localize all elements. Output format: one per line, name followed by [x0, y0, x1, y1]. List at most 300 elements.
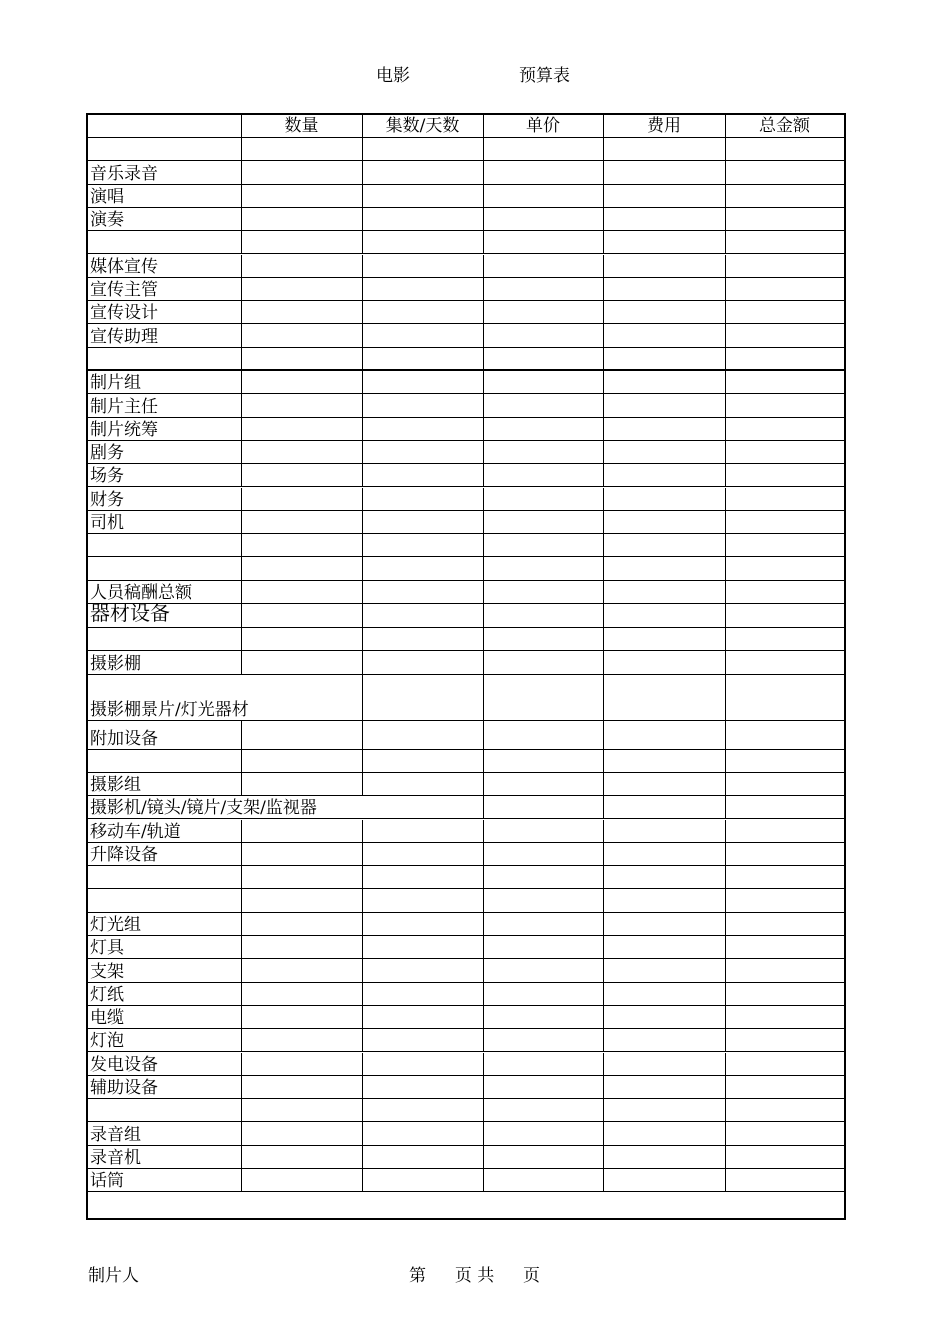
page-gong: 共: [477, 1266, 495, 1286]
column-divider: [603, 604, 604, 628]
row-label: 宣传主管: [90, 280, 158, 301]
row-label: 摄影组: [90, 775, 141, 796]
row-label: 录音组: [90, 1124, 141, 1145]
column-divider: [483, 464, 484, 487]
column-divider: [362, 371, 363, 394]
table-row: [88, 889, 844, 912]
table-row: [88, 820, 844, 843]
page-title-film: 电影: [376, 66, 410, 86]
column-divider: [483, 371, 484, 394]
column-divider: [362, 208, 363, 231]
table-row: [88, 185, 844, 208]
table-row: [88, 913, 844, 936]
column-divider: [725, 651, 726, 674]
column-divider: [362, 936, 363, 959]
table-row: [88, 581, 844, 604]
column-divider: [725, 581, 726, 604]
column-divider: [241, 1099, 242, 1122]
column-divider: [725, 441, 726, 464]
column-divider: [241, 138, 242, 161]
column-divider: [483, 278, 484, 301]
table-row: [88, 371, 844, 394]
column-divider: [241, 889, 242, 912]
column-divider: [603, 796, 604, 819]
column-divider: [725, 138, 726, 161]
column-divider: [603, 1099, 604, 1122]
column-divider: [241, 557, 242, 580]
column-divider: [483, 889, 484, 912]
column-divider: [603, 301, 604, 324]
column-divider: [725, 557, 726, 580]
producer-label: 制片人: [88, 1266, 139, 1286]
column-divider: [603, 651, 604, 674]
column-divider: [483, 750, 484, 773]
column-divider: [241, 1053, 242, 1076]
table-row: [88, 394, 844, 417]
column-divider: [241, 604, 242, 628]
column-divider: [241, 301, 242, 324]
column-divider: [483, 301, 484, 324]
column-divider: [241, 324, 242, 347]
column-divider: [483, 441, 484, 464]
column-divider: [725, 418, 726, 441]
page-ye: 页: [454, 1266, 472, 1286]
column-divider: [725, 1146, 726, 1169]
column-divider: [362, 675, 363, 721]
column-divider: [725, 185, 726, 208]
column-divider: [241, 820, 242, 843]
column-divider: [725, 301, 726, 324]
table-row: [88, 324, 844, 347]
row-label: 录音机: [90, 1147, 141, 1168]
column-divider: [362, 983, 363, 1006]
row-label: 司机: [90, 513, 124, 534]
column-divider: [483, 843, 484, 866]
column-divider: [603, 1122, 604, 1145]
column-divider: [483, 796, 484, 819]
column-divider: [725, 511, 726, 534]
row-label: 制片主任: [90, 396, 158, 417]
column-divider: [362, 1146, 363, 1169]
column-divider: [725, 115, 726, 138]
row-label: 摄影棚: [90, 653, 141, 674]
column-divider: [483, 185, 484, 208]
page-di: 第: [409, 1266, 426, 1286]
page-title-budget: 预算表: [519, 66, 570, 86]
column-divider: [725, 889, 726, 912]
column-divider: [603, 866, 604, 889]
column-divider: [241, 1146, 242, 1169]
column-divider: [603, 557, 604, 580]
column-divider: [362, 843, 363, 866]
column-divider: [362, 773, 363, 796]
column-divider: [362, 231, 363, 254]
column-divider: [725, 534, 726, 557]
column-divider: [603, 1146, 604, 1169]
column-divider: [483, 1053, 484, 1076]
column-divider: [241, 959, 242, 982]
column-divider: [725, 820, 726, 843]
column-divider: [362, 866, 363, 889]
column-divider: [725, 796, 726, 819]
column-divider: [362, 1029, 363, 1052]
row-label: 灯光组: [90, 914, 141, 935]
row-label: 摄影棚景片/灯光器材: [90, 699, 249, 720]
column-divider: [483, 511, 484, 534]
page-ye2: 页: [523, 1266, 541, 1286]
column-divider: [241, 348, 242, 371]
column-divider: [725, 843, 726, 866]
column-divider: [483, 628, 484, 651]
column-divider: [483, 488, 484, 511]
budget-table: [86, 113, 846, 1220]
column-divider: [725, 959, 726, 982]
column-divider: [483, 208, 484, 231]
column-divider: [362, 913, 363, 936]
table-row: [88, 511, 844, 534]
column-divider: [603, 348, 604, 371]
table-row: [88, 1146, 844, 1169]
table-row: [88, 231, 844, 254]
column-divider: [483, 231, 484, 254]
table-row: [88, 161, 844, 184]
column-divider: [483, 324, 484, 347]
table-row: [88, 773, 844, 796]
column-divider: [483, 255, 484, 278]
table-row: [88, 418, 844, 441]
column-divider: [483, 581, 484, 604]
row-label: 升降设备: [90, 845, 158, 866]
column-divider: [241, 441, 242, 464]
column-divider: [362, 185, 363, 208]
row-label: 灯泡: [90, 1031, 124, 1052]
column-divider: [362, 278, 363, 301]
column-divider: [362, 721, 363, 750]
column-divider: [483, 115, 484, 138]
column-divider: [241, 983, 242, 1006]
column-divider: [725, 231, 726, 254]
column-header: 费用: [647, 116, 681, 136]
column-divider: [483, 1122, 484, 1145]
column-divider: [725, 348, 726, 371]
column-divider: [483, 959, 484, 982]
column-divider: [603, 750, 604, 773]
column-divider: [483, 1169, 484, 1192]
row-label: 演唱: [90, 186, 124, 207]
column-divider: [483, 913, 484, 936]
column-divider: [725, 628, 726, 651]
row-label: 演奏: [90, 210, 124, 231]
column-divider: [725, 983, 726, 1006]
row-label: 辅助设备: [90, 1078, 158, 1099]
column-divider: [483, 1029, 484, 1052]
column-divider: [483, 557, 484, 580]
table-row: [88, 557, 844, 580]
column-divider: [483, 1099, 484, 1122]
column-divider: [241, 488, 242, 511]
column-divider: [725, 675, 726, 721]
table-row: [88, 843, 844, 866]
column-divider: [362, 557, 363, 580]
column-divider: [603, 441, 604, 464]
row-label: 财务: [90, 489, 124, 510]
table-row: [88, 1076, 844, 1099]
column-divider: [725, 464, 726, 487]
row-label: 宣传助理: [90, 326, 158, 347]
table-row: [88, 866, 844, 889]
table-row: [88, 936, 844, 959]
column-divider: [603, 1053, 604, 1076]
column-divider: [362, 394, 363, 417]
table-row: [88, 1169, 844, 1192]
column-divider: [603, 889, 604, 912]
column-divider: [241, 1169, 242, 1192]
table-row: [88, 1006, 844, 1029]
column-divider: [725, 371, 726, 394]
column-divider: [241, 1122, 242, 1145]
column-divider: [241, 1029, 242, 1052]
column-divider: [362, 348, 363, 371]
column-divider: [362, 301, 363, 324]
table-row: [88, 1122, 844, 1145]
column-divider: [725, 1029, 726, 1052]
table-row: [88, 983, 844, 1006]
column-divider: [603, 418, 604, 441]
row-label: 场务: [90, 466, 124, 487]
column-divider: [241, 750, 242, 773]
table-row: [88, 721, 844, 750]
column-divider: [725, 604, 726, 628]
column-divider: [483, 161, 484, 184]
column-divider: [603, 511, 604, 534]
column-divider: [603, 371, 604, 394]
column-divider: [603, 534, 604, 557]
column-divider: [483, 773, 484, 796]
column-divider: [603, 1076, 604, 1099]
column-divider: [241, 1006, 242, 1029]
column-divider: [362, 604, 363, 628]
column-divider: [362, 1006, 363, 1029]
row-label: 灯纸: [90, 984, 124, 1005]
table-header-row: [88, 115, 844, 138]
row-label: 支架: [90, 961, 124, 982]
column-divider: [603, 913, 604, 936]
column-divider: [241, 651, 242, 674]
column-divider: [603, 675, 604, 721]
column-divider: [725, 773, 726, 796]
column-divider: [603, 138, 604, 161]
column-divider: [483, 675, 484, 721]
column-divider: [725, 1076, 726, 1099]
column-divider: [241, 866, 242, 889]
column-divider: [725, 394, 726, 417]
row-label: 媒体宣传: [90, 256, 158, 277]
table-row: [88, 208, 844, 231]
column-divider: [725, 750, 726, 773]
column-divider: [725, 936, 726, 959]
column-divider: [603, 394, 604, 417]
table-row: [88, 138, 844, 161]
column-divider: [603, 185, 604, 208]
table-row: [88, 651, 844, 674]
column-header: 单价: [526, 116, 560, 136]
column-divider: [241, 208, 242, 231]
column-divider: [241, 185, 242, 208]
table-row: [88, 301, 844, 324]
column-divider: [362, 651, 363, 674]
column-divider: [483, 1146, 484, 1169]
column-divider: [603, 1169, 604, 1192]
row-label: 摄影机/镜头/镜片/支架/监视器: [90, 798, 317, 819]
column-divider: [483, 138, 484, 161]
column-divider: [241, 913, 242, 936]
column-divider: [603, 464, 604, 487]
column-divider: [362, 750, 363, 773]
column-divider: [725, 721, 726, 750]
column-divider: [362, 1122, 363, 1145]
column-divider: [603, 721, 604, 750]
column-divider: [603, 983, 604, 1006]
column-divider: [603, 278, 604, 301]
column-divider: [362, 1099, 363, 1122]
table-row: [88, 1053, 844, 1076]
table-row: [88, 488, 844, 511]
column-divider: [362, 959, 363, 982]
column-divider: [362, 115, 363, 138]
column-divider: [725, 208, 726, 231]
column-divider: [483, 721, 484, 750]
column-divider: [241, 115, 242, 138]
column-divider: [603, 581, 604, 604]
column-divider: [241, 721, 242, 750]
column-divider: [483, 820, 484, 843]
column-divider: [362, 138, 363, 161]
column-divider: [362, 511, 363, 534]
column-divider: [483, 418, 484, 441]
column-divider: [603, 231, 604, 254]
column-divider: [362, 1053, 363, 1076]
row-label: 附加设备: [90, 728, 158, 749]
column-divider: [241, 255, 242, 278]
column-divider: [362, 441, 363, 464]
column-divider: [483, 1076, 484, 1099]
table-row: [88, 959, 844, 982]
column-divider: [483, 651, 484, 674]
table-row: [88, 348, 844, 371]
table-row: [88, 278, 844, 301]
column-divider: [603, 843, 604, 866]
column-divider: [603, 115, 604, 138]
column-divider: [241, 534, 242, 557]
column-divider: [362, 464, 363, 487]
column-divider: [483, 936, 484, 959]
column-divider: [603, 820, 604, 843]
column-divider: [362, 324, 363, 347]
column-divider: [362, 418, 363, 441]
table-row: [88, 601, 844, 628]
row-label: 人员稿酬总额: [90, 582, 192, 603]
table-row: [88, 464, 844, 487]
row-label: 制片统筹: [90, 419, 158, 440]
column-divider: [241, 1076, 242, 1099]
column-divider: [241, 371, 242, 394]
column-divider: [241, 628, 242, 651]
column-divider: [725, 866, 726, 889]
row-label: 灯具: [90, 938, 124, 959]
table-row: [88, 1099, 844, 1122]
column-divider: [603, 161, 604, 184]
column-divider: [241, 394, 242, 417]
column-divider: [725, 324, 726, 347]
column-divider: [603, 773, 604, 796]
column-divider: [483, 348, 484, 371]
column-divider: [725, 1099, 726, 1122]
column-divider: [603, 488, 604, 511]
column-divider: [725, 488, 726, 511]
column-divider: [362, 581, 363, 604]
column-divider: [483, 534, 484, 557]
column-divider: [362, 1076, 363, 1099]
table-row: [88, 255, 844, 278]
column-divider: [725, 255, 726, 278]
row-label: 宣传设计: [90, 303, 158, 324]
table-row: [88, 534, 844, 557]
column-divider: [725, 1122, 726, 1145]
column-divider: [362, 255, 363, 278]
column-divider: [483, 1006, 484, 1029]
column-divider: [603, 255, 604, 278]
column-divider: [241, 418, 242, 441]
table-row: [88, 750, 844, 773]
column-header: 总金额: [759, 116, 810, 136]
column-divider: [725, 161, 726, 184]
column-divider: [725, 278, 726, 301]
column-divider: [483, 866, 484, 889]
column-divider: [241, 231, 242, 254]
row-label: 器材设备: [90, 601, 170, 625]
column-header: 集数/天数: [385, 116, 460, 136]
column-divider: [241, 773, 242, 796]
column-divider: [241, 161, 242, 184]
table-row: [88, 675, 844, 721]
row-label: 剧务: [90, 443, 124, 464]
column-divider: [725, 913, 726, 936]
row-label: 发电设备: [90, 1054, 158, 1075]
row-label: 音乐录音: [90, 163, 158, 184]
column-divider: [241, 936, 242, 959]
column-divider: [603, 324, 604, 347]
column-divider: [603, 628, 604, 651]
row-label: 话筒: [90, 1171, 124, 1192]
column-header: 数量: [284, 116, 319, 136]
table-row: [88, 796, 844, 819]
column-divider: [241, 278, 242, 301]
column-divider: [362, 820, 363, 843]
column-divider: [362, 488, 363, 511]
column-divider: [241, 464, 242, 487]
column-divider: [603, 936, 604, 959]
column-divider: [603, 208, 604, 231]
column-divider: [362, 889, 363, 912]
table-row: [88, 441, 844, 464]
column-divider: [362, 1169, 363, 1192]
row-label: 移动车/轨道: [90, 821, 181, 842]
column-divider: [603, 1029, 604, 1052]
column-divider: [241, 511, 242, 534]
column-divider: [362, 534, 363, 557]
table-row: [88, 1029, 844, 1052]
column-divider: [603, 1006, 604, 1029]
